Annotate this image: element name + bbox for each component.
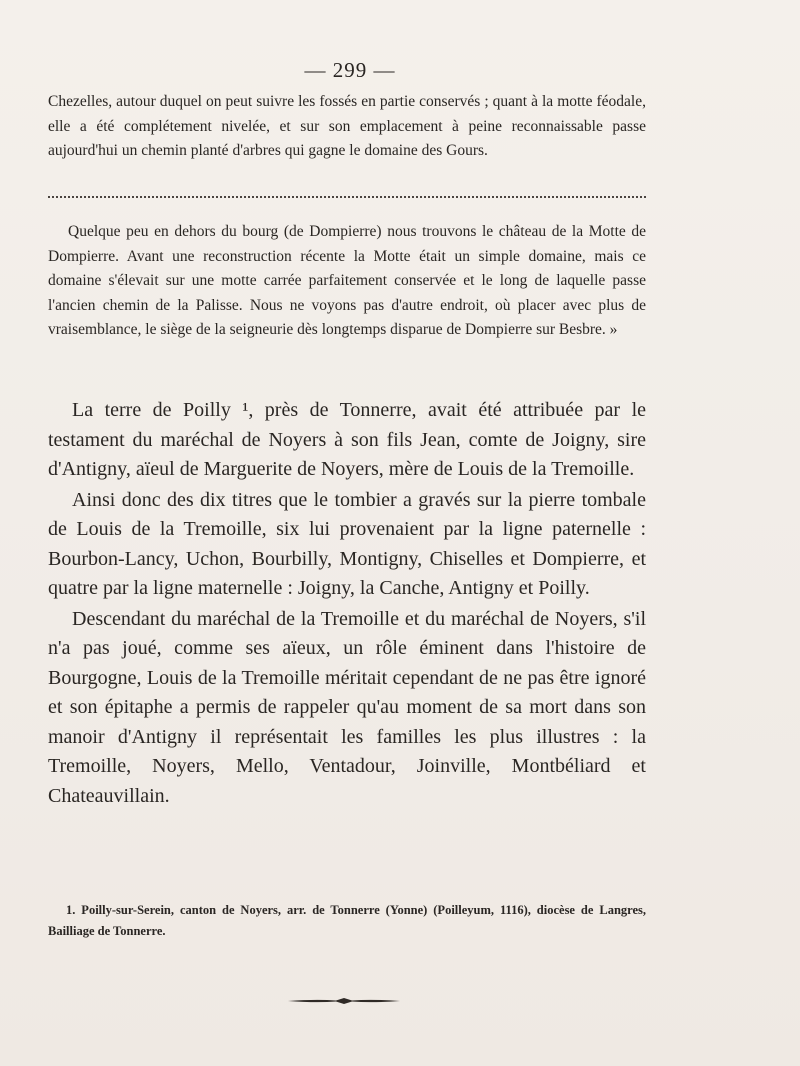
quote-paragraph — [48, 220, 646, 343]
paragraph-poilly: La terre de Poilly ¹, près de Tonnerre, avait été attribuée par le testament du maréchal de Noyers à son fils Jean, comte de Joigny, sire d'Antigny, aïeul de Marguerite de Noyers, mère de Louis de la Tremoille. — [48, 399, 646, 480]
footnote-text: 1. Poilly-sur-Serein, canton de Noyers, arr. de Tonnerre (Yonne) (Poilleyum, 1116), diocèse de Langres, Bailliage de Tonnerre. — [48, 903, 646, 938]
end-ornament — [286, 996, 402, 1006]
paragraph-descendant: Descendant du maréchal de la Tremoille et du maréchal de Noyers, s'il n'a pas joué, comme ses aïeux, un rôle éminent dans l'histoire de Bourgogne, Louis de la Tremoille méritait cependant de ne pas être ignoré et son épitaphe a permis de rappeler qu'au moment de sa mort dans son manoir d'Antigny il représentait les familles les plus illustres : la Tremoille, Noyers, Mello, Ventadour, Joinville, Montbéliard et Chateauvillain. — [48, 607, 646, 807]
quote-continuation — [48, 90, 646, 164]
quote-paragraph-text: Quelque peu en dehors du bourg (de Dompierre) nous trouvons le château de la Motte de Dompierre. Avant une reconstruction récente la Motte était un simple domaine, mais ce domaine s'élevait sur une motte carrée parfaitement conservée et le long de laquelle passe l'ancien chemin de la Palisse. Nous ne voyons pas d'autre endroit, où placer avec plus de vraisemblance, le siège de la seigneurie dès longtemps disparue de Dompierre sur Besbre. » — [48, 223, 646, 338]
footnote — [48, 900, 646, 942]
paragraph-titres: Ainsi donc des dix titres que le tombier a gravés sur la pierre tombale de Louis de la Tremoille, six lui provenaient par la ligne paternelle : Bourbon-Lancy, Uchon, Bourbilly, Montigny, Chiselles et Dompierre, et quatre par la ligne maternelle : Joigny, la Canche, Antigny et Poilly. — [48, 488, 646, 599]
ellipsis-separator — [48, 196, 646, 198]
main-text — [48, 396, 646, 811]
page-number: — 299 — — [304, 58, 396, 82]
quote-continuation-text: Chezelles, autour duquel on peut suivre les fossés en partie conservés ; quant à la motte féodale, elle a été complétement nivelée, et sur son emplacement à peine reconnaissable passe aujourd'hui un chemin planté d'arbres qui gagne le domaine des Gours. — [48, 93, 646, 159]
